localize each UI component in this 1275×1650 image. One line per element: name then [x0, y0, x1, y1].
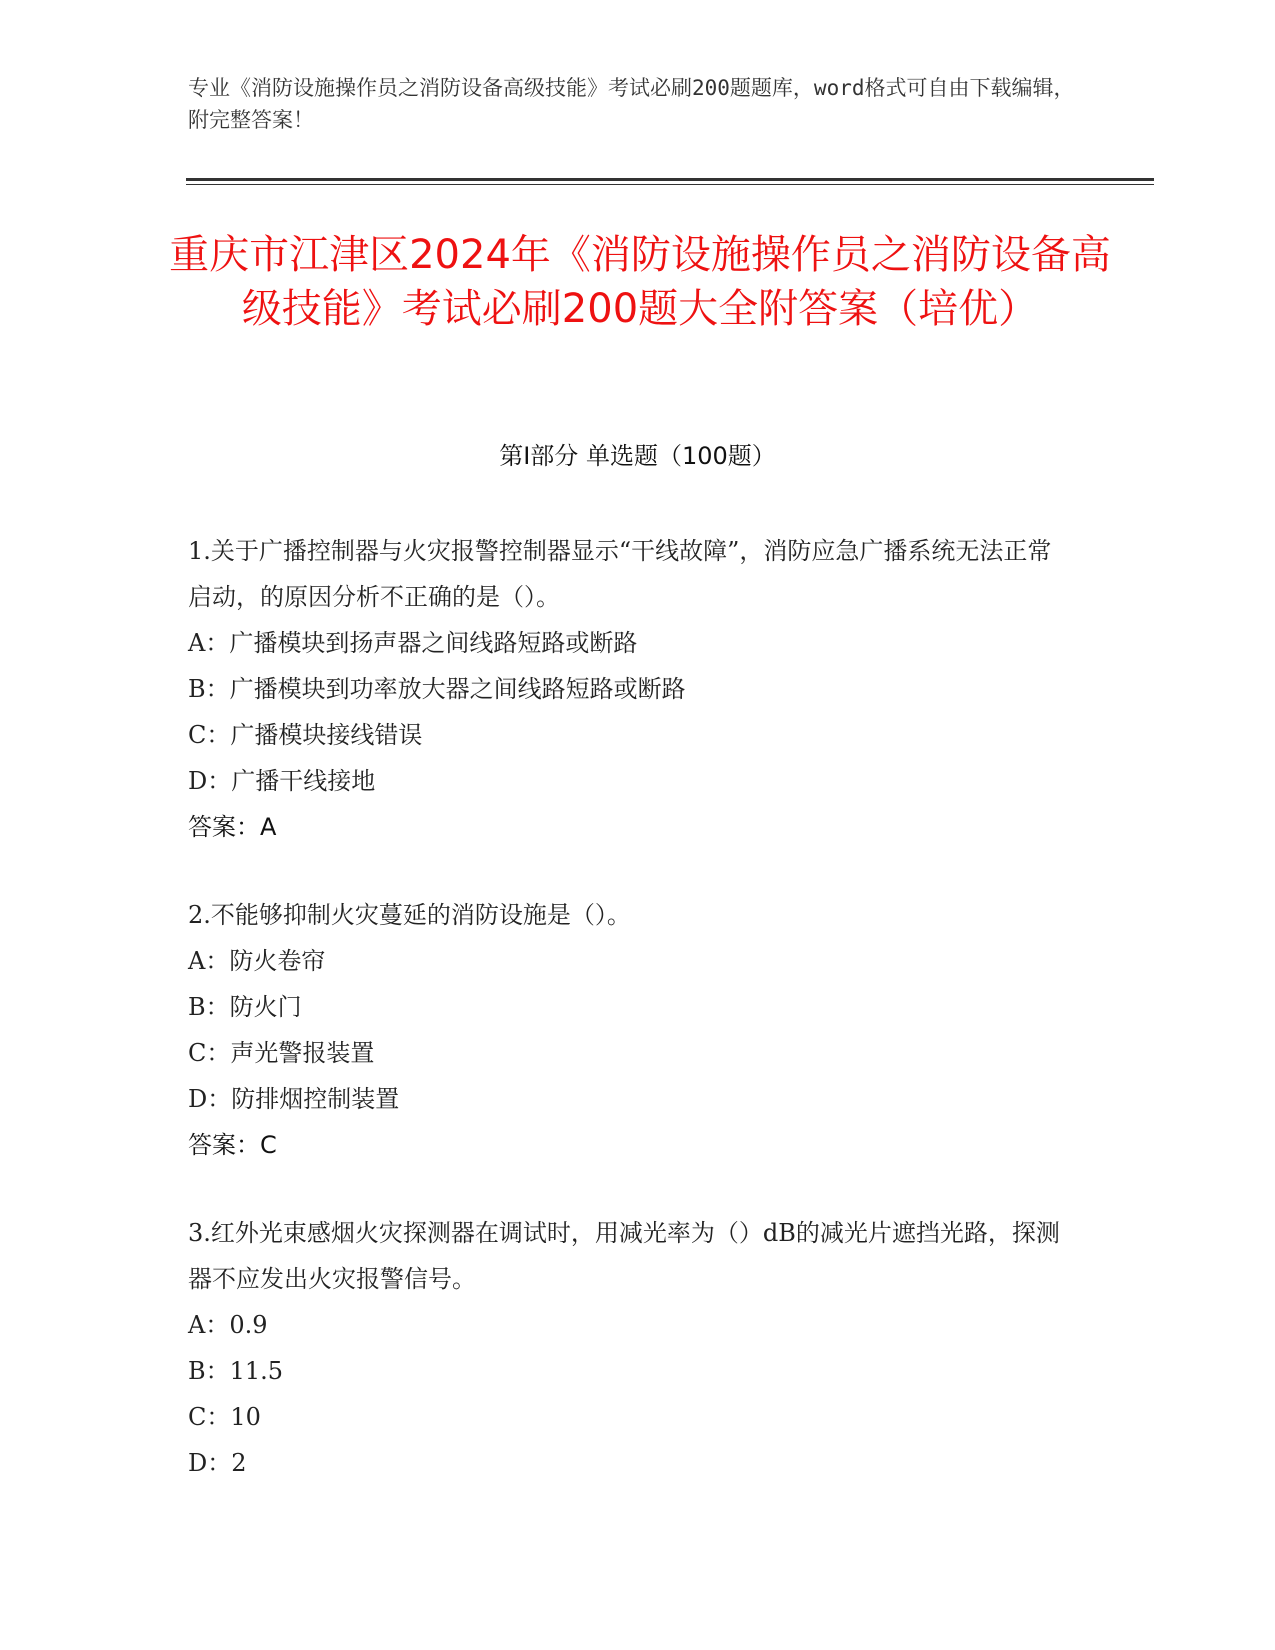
answer: 答案：C	[188, 1131, 277, 1159]
option-d: D：2	[188, 1449, 247, 1477]
header-note: 专业《消防设施操作员之消防设备高级技能》考试必刷200题题库，word格式可自由下载编辑，附完整答案！	[188, 76, 1075, 132]
question-stem: 1.关于广播控制器与火灾报警控制器显示“干线故障”，消防应急广播系统无法正常启动，的原因分析不正确的是（）。	[188, 537, 1052, 611]
question-2	[188, 892, 1068, 1168]
option-c: C：声光警报装置	[188, 1039, 375, 1067]
option-b: B：广播模块到功率放大器之间线路短路或断路	[188, 675, 686, 703]
question-stem: 3.红外光束感烟火灾探测器在调试时，用减光率为（）dB的减光片遮挡光路，探测器不应发出火灾报警信号。	[188, 1219, 1060, 1293]
header-divider	[186, 178, 1154, 181]
option-b: B：防火门	[188, 993, 302, 1021]
document-title: 重庆市江津区2024年《消防设施操作员之消防设备高级技能》考试必刷200题大全附答案（培优）	[169, 232, 1111, 332]
option-a: A：防火卷帘	[188, 947, 326, 975]
section-heading: 第I部分 单选题（100题）	[499, 442, 776, 470]
question-stem: 2.不能够抑制火灾蔓延的消防设施是（）。	[188, 901, 631, 929]
option-a: A：广播模块到扬声器之间线路短路或断路	[188, 629, 638, 657]
option-d: D：防排烟控制装置	[188, 1085, 400, 1113]
header-divider-thin	[186, 184, 1154, 185]
answer: 答案：A	[188, 813, 277, 841]
question-1	[188, 528, 1068, 850]
question-3	[188, 1210, 1068, 1486]
question-list	[188, 528, 1068, 1528]
option-b: B：11.5	[188, 1357, 284, 1385]
option-c: C：广播模块接线错误	[188, 721, 423, 749]
option-c: C：10	[188, 1403, 261, 1431]
option-d: D：广播干线接地	[188, 767, 376, 795]
option-a: A：0.9	[188, 1311, 268, 1339]
